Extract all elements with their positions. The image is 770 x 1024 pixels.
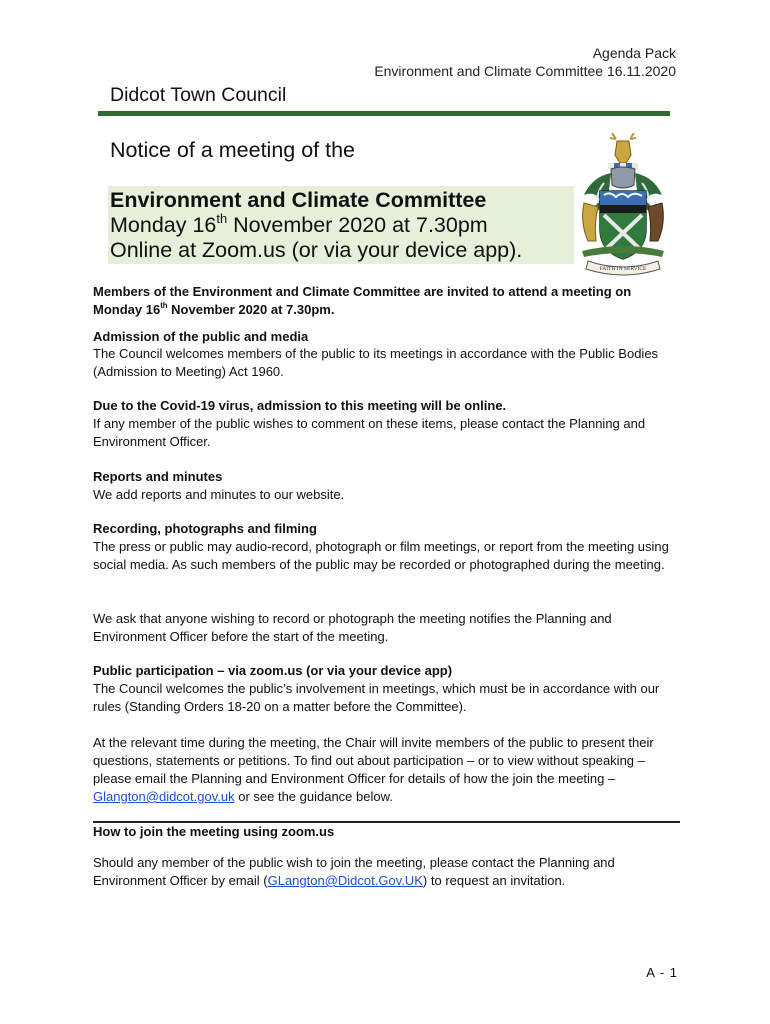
- notice-intro: Notice of a meeting of the: [110, 138, 356, 162]
- council-crest-icon: [574, 133, 672, 279]
- recording-notice-text: We ask that anyone wishing to record or photograph the meeting notifies the Planning and Environment Officer before the start of the meeting.: [93, 611, 612, 644]
- participation-heading: Public participation – via zoom.us (or via your device app): [93, 663, 453, 678]
- join-email-link[interactable]: GLangton@Didcot.Gov.UK: [267, 873, 423, 888]
- committee-date-label: Environment and Climate Committee 16.11.2020: [374, 63, 676, 79]
- participation-email-link[interactable]: Glangton@didcot.gov.uk: [93, 789, 235, 804]
- committee-title: Environment and Climate Committee: [110, 188, 487, 212]
- meeting-date: Monday 16th November 2020 at 7.30pm: [110, 210, 488, 237]
- meeting-venue: Online at Zoom.us (or via your device app).: [110, 238, 523, 262]
- svg-text:FAITH IN SERVICE: FAITH IN SERVICE: [599, 266, 647, 272]
- reports-heading: Reports and minutes: [93, 469, 223, 484]
- covid-text: If any member of the public wishes to comment on these items, please contact the Planning and Environment Officer.: [93, 416, 646, 449]
- covid-heading: Due to the Covid-19 virus, admission to this meeting will be online.: [93, 398, 507, 413]
- participation-text: The Council welcomes the public’s involvement in meetings, which must be in accordance with our rules (Standing Orders 18-20 on a matter before the Committee).: [93, 681, 660, 714]
- recording-text: The press or public may audio-record, photograph or film meetings, or report from the meeting using social media. As such members of the public may be recorded or photographed during the meeting.: [93, 539, 669, 572]
- header-divider: [98, 111, 670, 116]
- invitation-text: Members of the Environment and Climate Committee are invited to attend a meeting on Monday 16th November 2020 at 7.30pm.: [93, 284, 632, 317]
- admission-text: The Council welcomes members of the public to its meetings in accordance with the Public Bodies (Admission to Meeting) Act 1960.: [93, 346, 659, 379]
- agenda-pack-label: Agenda Pack: [592, 45, 676, 61]
- council-name: Didcot Town Council: [110, 84, 287, 106]
- admission-heading: Admission of the public and media: [93, 329, 309, 344]
- join-text: Should any member of the public wish to join the meeting, please contact the Planning and Environment Officer by email (GLangton@Didcot.Gov.UK) to request an invitation.: [93, 855, 615, 888]
- recording-heading: Recording, photographs and filming: [93, 521, 317, 536]
- reports-text: We add reports and minutes to our website.: [93, 487, 345, 502]
- join-heading: How to join the meeting using zoom.us: [93, 824, 335, 839]
- page-number: A - 1: [646, 965, 678, 980]
- participation-details: At the relevant time during the meeting, the Chair will invite members of the public to present their questions, statements or petitions. To find out about participation – or to view without speaking – please email the Planning and Environment Officer for details of how the join the meeting – Glangton@didcot.gov.uk or see the guidance below.: [93, 735, 654, 804]
